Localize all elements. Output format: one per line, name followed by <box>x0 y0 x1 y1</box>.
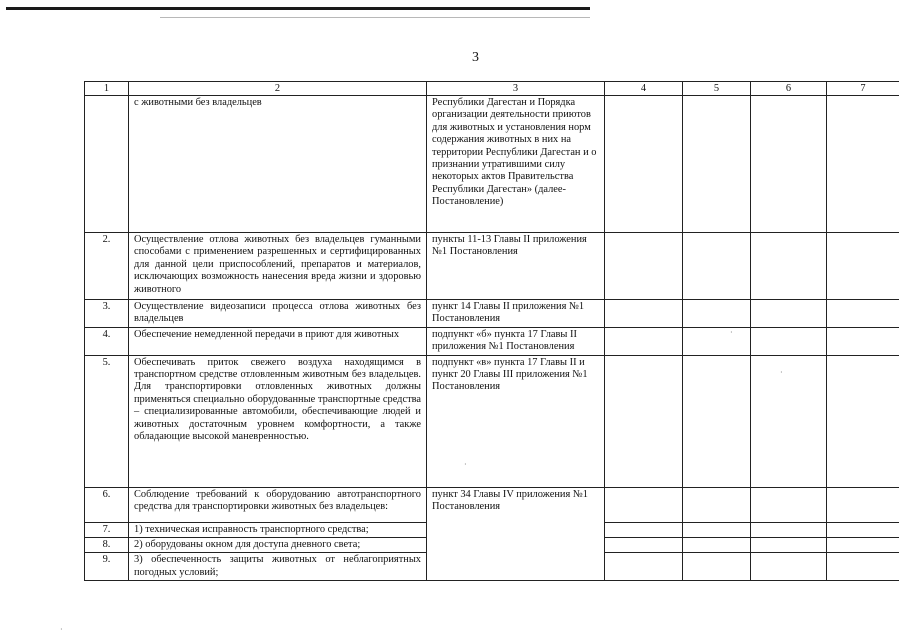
legal-reference-cell: пункт 14 Главы II приложения №1 Постановления <box>427 300 605 328</box>
empty-cell <box>827 522 899 537</box>
scan-speck: · <box>730 328 733 337</box>
empty-cell <box>605 96 683 233</box>
empty-cell <box>683 355 751 487</box>
empty-cell <box>683 538 751 553</box>
table-row <box>85 355 899 487</box>
header-cell: 2 <box>129 82 427 96</box>
empty-cell <box>605 522 683 537</box>
requirement-cell: 2) оборудованы окном для доступа дневного света; <box>129 538 427 553</box>
row-number: 3. <box>85 300 129 328</box>
row-number: 5. <box>85 355 129 487</box>
empty-cell <box>827 487 899 522</box>
requirement-cell: Обеспечение немедленной передачи в приют для животных <box>129 327 427 355</box>
row-number: 2. <box>85 233 129 300</box>
table-row <box>85 300 899 328</box>
legal-reference-cell: пункт 34 Главы IV приложения №1 Постановления <box>427 487 605 581</box>
header-cell: 3 <box>427 82 605 96</box>
row-number: 6. <box>85 487 129 522</box>
empty-cell <box>683 96 751 233</box>
legal-reference-cell: Республики Дагестан и Порядка организации деятельности приютов для животных и установления норм содержания животных в них на территории Республики Дагестан и о признании утратившими силу некоторых актов Правительства Республики Дагестан» (далее-Постановление) <box>427 96 605 233</box>
requirements-table <box>84 81 899 581</box>
empty-cell <box>683 233 751 300</box>
empty-cell <box>683 553 751 581</box>
table-row <box>85 327 899 355</box>
scan-speck: · <box>780 368 783 377</box>
scan-speck: · <box>464 460 467 469</box>
empty-cell <box>827 538 899 553</box>
empty-cell <box>605 233 683 300</box>
header-row <box>85 82 899 96</box>
empty-cell <box>683 300 751 328</box>
empty-cell <box>605 355 683 487</box>
empty-cell <box>827 327 899 355</box>
empty-cell <box>827 96 899 233</box>
row-number: 8. <box>85 538 129 553</box>
empty-cell <box>827 553 899 581</box>
row-number: 4. <box>85 327 129 355</box>
empty-cell <box>751 487 827 522</box>
empty-cell <box>605 327 683 355</box>
empty-cell <box>605 487 683 522</box>
requirement-cell: Осуществление отлова животных без владельцев гуманными способами с применением разрешенных и сертифицированных для данной цели приспособлений, препаратов и материалов, исключающих возможность нанесения вреда жизни и здоровью животного <box>129 233 427 300</box>
empty-cell <box>751 233 827 300</box>
empty-cell <box>827 355 899 487</box>
empty-cell <box>683 487 751 522</box>
header-cell: 7 <box>827 82 899 96</box>
header-cell: 5 <box>683 82 751 96</box>
legal-reference-cell: подпункт «б» пункта 17 Главы II приложения №1 Постановления <box>427 327 605 355</box>
empty-cell <box>605 300 683 328</box>
scan-speck: · <box>60 625 63 634</box>
requirement-cell: с животными без владельцев <box>129 96 427 233</box>
empty-cell <box>827 300 899 328</box>
table-row <box>85 487 899 522</box>
empty-cell <box>827 233 899 300</box>
empty-cell <box>751 327 827 355</box>
empty-cell <box>683 522 751 537</box>
row-number <box>85 96 129 233</box>
requirement-cell: 3) обеспеченность защиты животных от неблагоприятных погодных условий; <box>129 553 427 581</box>
requirement-cell: Осуществление видеозаписи процесса отлова животных без владельцев <box>129 300 427 328</box>
table-row <box>85 233 899 300</box>
empty-cell <box>605 538 683 553</box>
legal-reference-cell: пункты 11-13 Главы II приложения №1 Постановления <box>427 233 605 300</box>
header-cell: 6 <box>751 82 827 96</box>
empty-cell <box>751 355 827 487</box>
page-number: 3 <box>472 50 479 65</box>
empty-cell <box>751 522 827 537</box>
requirement-cell: Обеспечивать приток свежего воздуха находящимся в транспортном средстве отловленным животным без владельцев. Для транспортировки отловленных животных должны применяться специально оборудованные транспортные средства – специализированные автомобили, обеспечивающие людей и животных достаточным уровнем комфортности, а также обладающие высокой маневренностью. <box>129 355 427 487</box>
row-number: 7. <box>85 522 129 537</box>
empty-cell <box>683 327 751 355</box>
top-rule <box>6 7 590 10</box>
row-number: 9. <box>85 553 129 581</box>
empty-cell <box>751 300 827 328</box>
empty-cell <box>751 538 827 553</box>
empty-cell <box>605 553 683 581</box>
table-row <box>85 96 899 233</box>
empty-cell <box>751 553 827 581</box>
requirement-cell: Соблюдение требований к оборудованию автотранспортного средства для транспортировки животных без владельцев: <box>129 487 427 522</box>
empty-cell <box>751 96 827 233</box>
header-cell: 1 <box>85 82 129 96</box>
requirement-cell: 1) техническая исправность транспортного средства; <box>129 522 427 537</box>
legal-reference-cell: подпункт «в» пункта 17 Главы II и пункт 20 Главы III приложения №1 Постановления <box>427 355 605 487</box>
header-cell: 4 <box>605 82 683 96</box>
top-rule-thin <box>160 17 590 18</box>
